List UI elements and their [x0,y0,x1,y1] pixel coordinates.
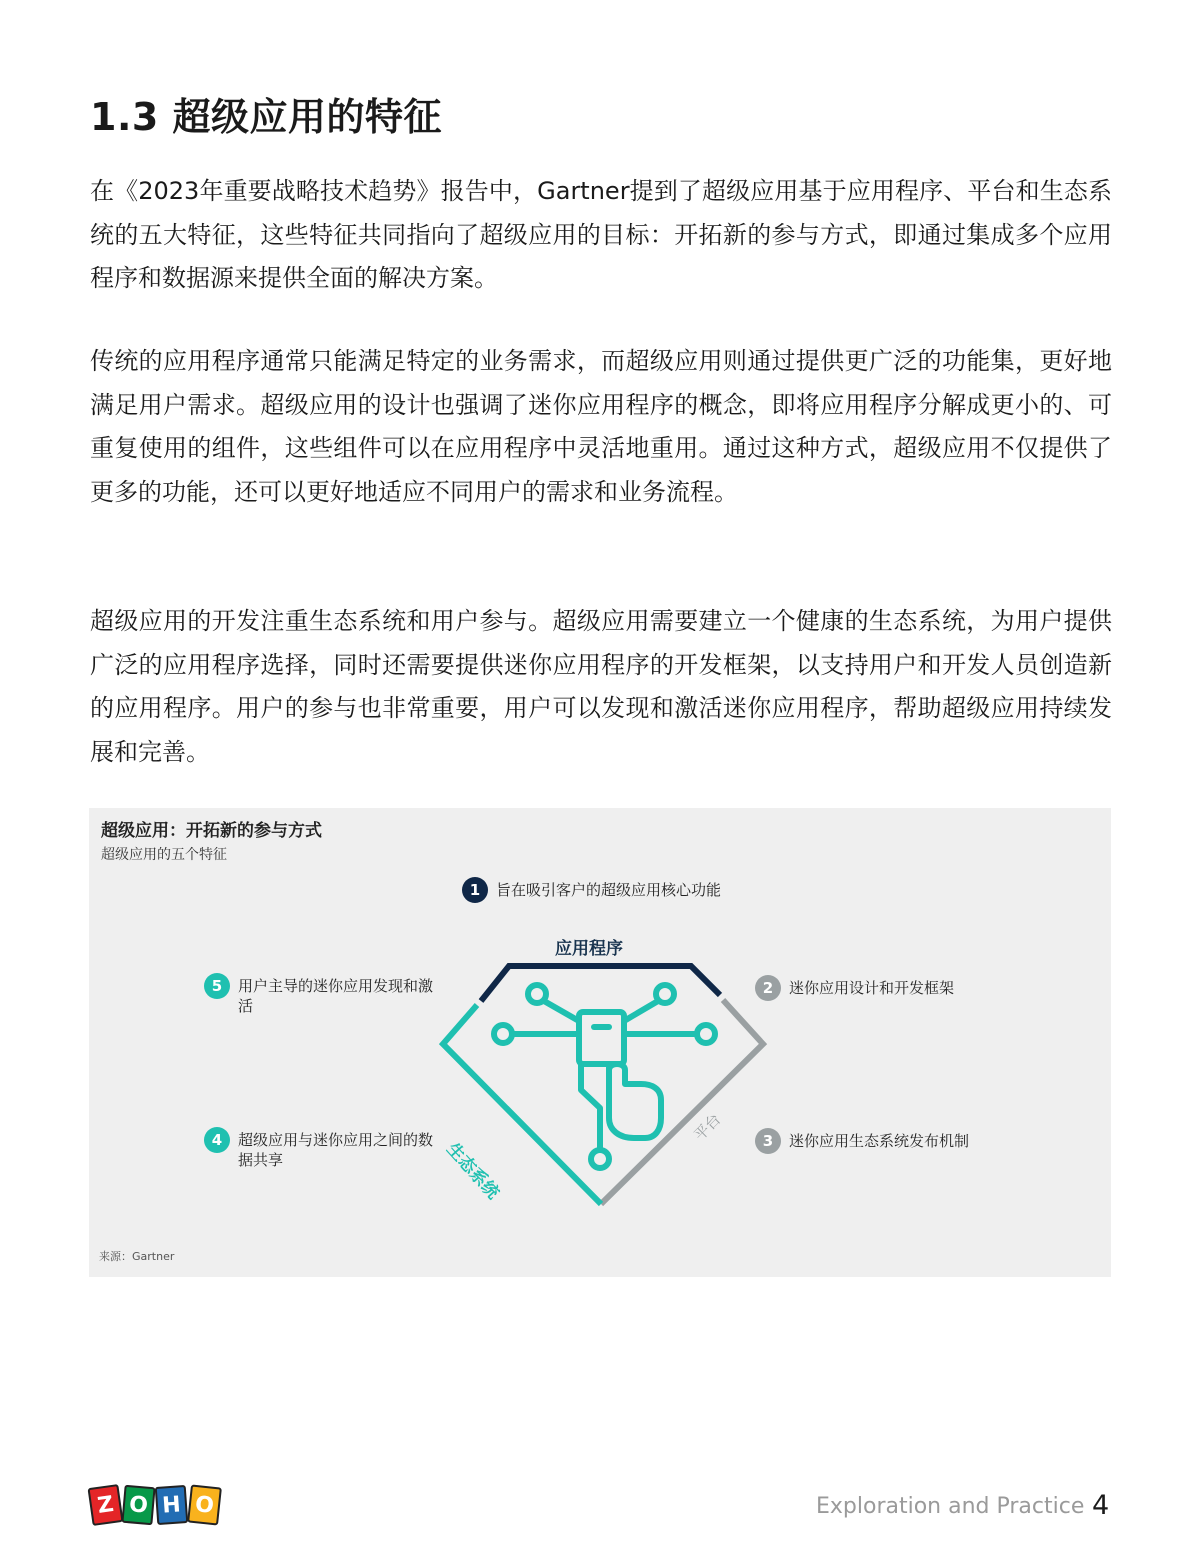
mini-app-network-icon [494,985,715,1168]
zoho-logo [90,1486,222,1524]
feature-1-text: 旨在吸引客户的超级应用核心功能 [496,881,722,899]
paragraph-1: 在《2023年重要战略技术趋势》报告中，Gartner提到了超级应用基于应用程序、平台和生态系统的五大特征，这些特征共同指向了超级应用的目标：开拓新的参与方式，即通过集成多个应用程序和数据源来提供全面的解决方案。 [90,177,1112,292]
super-app-figure [89,808,1111,1277]
logo-letter-o: O [121,1485,155,1526]
label-application: 应用程序 [555,939,623,959]
logo-letter-h: H [155,1485,189,1525]
feature-1 [462,880,721,903]
figure-source: 来源：Gartner [99,1250,175,1263]
feature-1-badge: 1 [462,877,488,903]
logo-letter-z: Z [88,1484,124,1526]
figure-subtitle: 超级应用的五个特征 [101,847,227,863]
feature-5 [204,976,434,1016]
feature-4-badge: 4 [204,1127,230,1153]
logo-letter-o2: O [187,1484,222,1525]
section-heading: 1.3 超级应用的特征 [90,95,443,139]
feature-3-text: 迷你应用生态系统发布机制 [789,1132,970,1150]
feature-5-badge: 5 [204,973,230,999]
feature-2 [755,978,954,1001]
feature-4-text: 超级应用与迷你应用之间的数据共享 [238,1131,434,1169]
feature-5-text: 用户主导的迷你应用发现和激活 [238,977,434,1015]
diamond-top-edge [481,966,720,1001]
feature-3 [755,1131,969,1154]
feature-2-text: 迷你应用设计和开发框架 [789,979,955,997]
feature-2-badge: 2 [755,975,781,1001]
footer-tagline: Exploration and Practice [816,1494,1085,1519]
figure-title: 超级应用：开拓新的参与方式 [101,821,322,841]
label-ecosystem: 生态系统 [442,1139,503,1204]
diamond-diagram [89,808,1111,1277]
feature-4 [204,1130,434,1170]
paragraph-3: 超级应用的开发注重生态系统和用户参与。超级应用需要建立一个健康的生态系统，为用户提供广泛的应用程序选择，同时还需要提供迷你应用程序的开发框架，以支持用户和开发人员创造新的应用程序。用户的参与也非常重要，用户可以发现和激活迷你应用程序，帮助超级应用持续发展和完善。 [90,607,1112,766]
feature-3-badge: 3 [755,1128,781,1154]
label-platform: 平台 [690,1110,725,1145]
page-number: 4 [1092,1490,1110,1521]
paragraph-2: 传统的应用程序通常只能满足特定的业务需求，而超级应用则通过提供更广泛的功能集，更好地满足用户需求。超级应用的设计也强调了迷你应用程序的概念，即将应用程序分解成更小的、可重复使用的组件，这些组件可以在应用程序中灵活地重用。通过这种方式，超级应用不仅提供了更多的功能，还可以更好地适应不同用户的需求和业务流程。 [90,347,1112,506]
